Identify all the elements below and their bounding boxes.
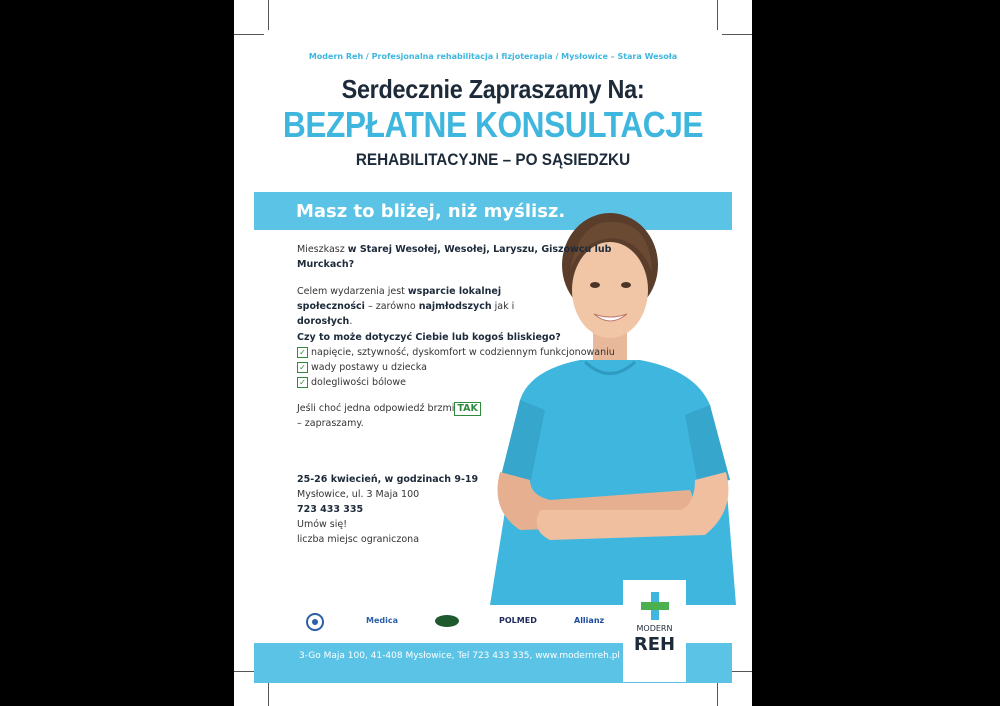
headline-free-consultations: BEZPŁATNE KONSULTACJE bbox=[282, 104, 704, 145]
purpose-text: jak i bbox=[491, 301, 515, 312]
partner-logo-medica: Medica bbox=[366, 616, 398, 625]
event-note: liczba miejsc ograniczona bbox=[297, 534, 420, 545]
medical-cross-icon bbox=[641, 592, 669, 620]
partner-emblem-icon bbox=[306, 613, 324, 631]
partner-logo-allianz: Allianz bbox=[574, 616, 605, 625]
footer-contact: 3-Go Maja 100, 41-408 Mysłowice, Tel 723 433 335, www.modernreh.pl bbox=[299, 651, 620, 661]
purpose-text: Celem wydarzenia jest bbox=[297, 286, 408, 297]
purpose-text: . bbox=[349, 316, 353, 327]
logo-line1: MODERN bbox=[636, 624, 673, 633]
event-details bbox=[297, 472, 617, 547]
flyer-page bbox=[234, 0, 752, 706]
intro-question bbox=[297, 242, 617, 272]
event-cta: Umów się! bbox=[297, 519, 348, 530]
answer-invite: – zapraszamy. bbox=[297, 418, 364, 429]
checkbox-icon: ✓ bbox=[297, 347, 308, 358]
question-item bbox=[297, 360, 617, 375]
partner-logo-polmed: POLMED bbox=[499, 616, 537, 625]
logo-line2: REH bbox=[633, 634, 676, 655]
event-address: Mysłowice, ul. 3 Maja 100 bbox=[297, 489, 420, 500]
slogan-text: Masz to bliżej, niż myślisz. bbox=[296, 201, 566, 222]
intro-purpose bbox=[297, 284, 557, 329]
purpose-bold: wsparcie lokalnej społeczności bbox=[297, 286, 502, 312]
intro-locations: w Starej Wesołej, Wesołej, Laryszu, Giszowcu lub Murckach? bbox=[297, 244, 612, 270]
top-tagline: Modern Reh / Profesjonalna rehabilitacja i fizjoterapia / Mysłowice – Stara Wesoła bbox=[308, 52, 678, 61]
intro-text: Mieszkasz bbox=[297, 244, 348, 255]
purpose-bold: dorosłych bbox=[297, 316, 350, 327]
question-item bbox=[297, 345, 617, 360]
crop-mark bbox=[268, 0, 269, 30]
event-phone: 723 433 335 bbox=[297, 504, 364, 515]
question-item-text: dolegliwości bólowe bbox=[311, 377, 406, 388]
questions-block bbox=[297, 330, 617, 390]
headline-subtitle: REHABILITACYJNE – PO SĄSIEDZKU bbox=[355, 150, 631, 169]
crop-mark bbox=[717, 0, 718, 30]
question-item-text: wady postawy u dziecka bbox=[311, 362, 427, 373]
modern-reh-logo bbox=[623, 580, 686, 682]
crop-mark bbox=[234, 34, 264, 35]
answer-block bbox=[297, 401, 617, 431]
crop-mark bbox=[722, 34, 752, 35]
answer-text: Jeśli choć jedna odpowiedź brzmi bbox=[297, 403, 455, 414]
question-item bbox=[297, 375, 617, 390]
question-item-text: napięcie, sztywność, dyskomfort w codziennym funkcjonowaniu bbox=[311, 347, 615, 358]
tak-badge: TAK bbox=[454, 402, 480, 416]
checkbox-icon: ✓ bbox=[297, 377, 308, 388]
partner-oval-icon bbox=[434, 614, 460, 628]
purpose-text: – zarówno bbox=[364, 301, 419, 312]
purpose-bold: najmłodszych bbox=[418, 301, 492, 312]
checkbox-icon: ✓ bbox=[297, 362, 308, 373]
questions-heading: Czy to może dotyczyć Ciebie lub kogoś bliskiego? bbox=[297, 332, 561, 343]
event-date: 25-26 kwiecień, w godzinach 9-19 bbox=[297, 474, 479, 485]
headline-invite: Serdecznie Zapraszamy Na: bbox=[341, 74, 645, 104]
partner-logos bbox=[294, 612, 624, 634]
